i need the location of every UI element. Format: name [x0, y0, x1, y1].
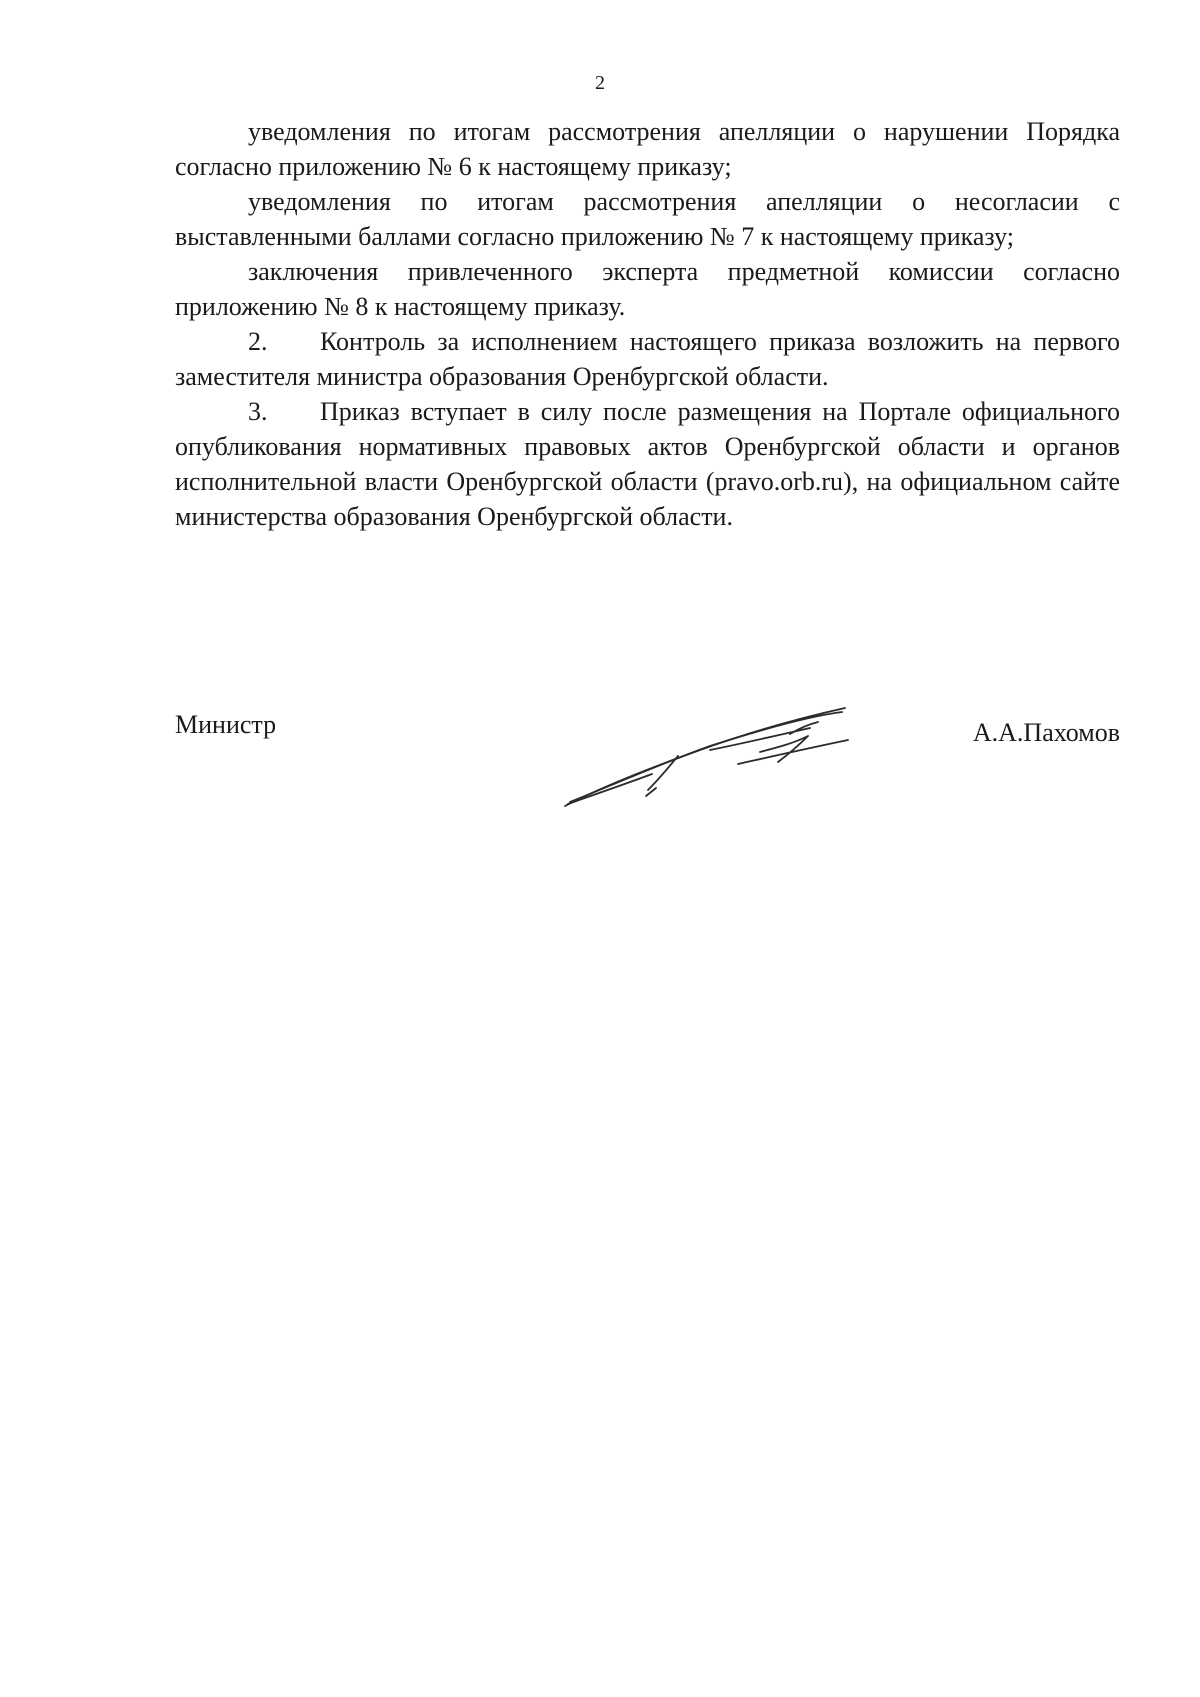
- signer-position: Министр: [175, 710, 277, 739]
- page-number: 2: [595, 72, 605, 94]
- paragraph-appendix-6: уведомления по итогам рассмотрения апелляции о нарушении Порядка согласно приложению № 6 к настоящему приказу;: [175, 117, 1120, 181]
- clause-2: [175, 324, 1120, 394]
- clause-3-text: Приказ вступает в силу после размещения на Портале официального опубликования нормативных правовых актов Оренбургской области и органов исполнительной власти Оренбургской области (pravo.orb.ru), на официальном сайте министерства образования Оренбургской области.: [175, 397, 1120, 531]
- clause-3: [175, 394, 1120, 534]
- clause-2-number: 2.: [248, 327, 268, 356]
- handwritten-signature: [560, 678, 880, 818]
- signature-block: [175, 690, 1120, 770]
- signer-name: А.А.Пахомов: [972, 718, 1120, 747]
- clause-2-text: Контроль за исполнением настоящего приказа возложить на первого заместителя министра образования Оренбургской области.: [175, 327, 1120, 391]
- paragraph-appendix-7: уведомления по итогам рассмотрения апелляции о несогласии с выставленными баллами согласно приложению № 7 к настоящему приказу;: [175, 187, 1120, 251]
- paragraph-appendix-8: заключения привлеченного эксперта предметной комиссии согласно приложению № 8 к настоящему приказу.: [175, 257, 1120, 321]
- clause-3-number: 3.: [248, 397, 268, 426]
- document-body: [175, 114, 1120, 534]
